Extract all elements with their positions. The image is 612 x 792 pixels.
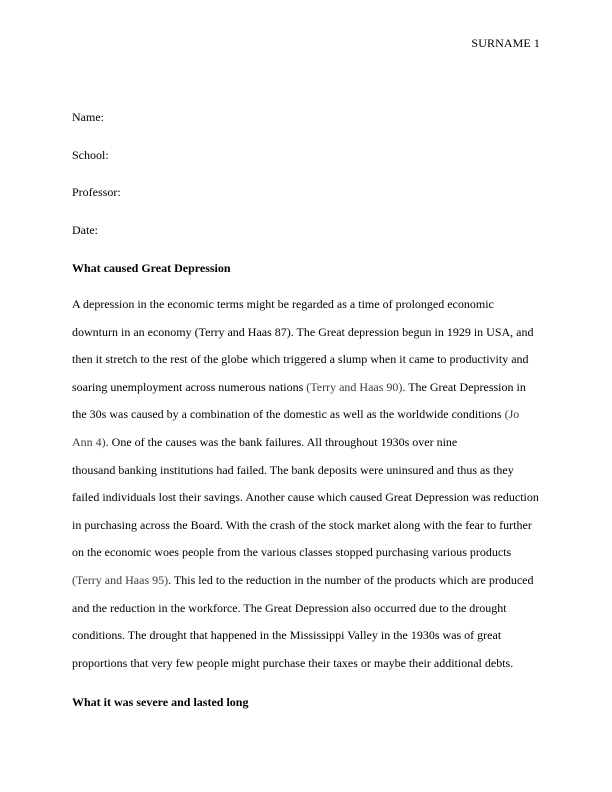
body-line bbox=[72, 656, 513, 670]
date-line: Date: bbox=[72, 223, 98, 237]
body-line bbox=[72, 352, 529, 366]
name-line: Name: bbox=[72, 110, 104, 124]
citation-text: Ann 4) bbox=[72, 435, 106, 449]
body-line bbox=[72, 490, 539, 504]
body-text: in purchasing across the Board. With the crash of the stock market along with the fear to further bbox=[72, 517, 532, 532]
body-line bbox=[72, 628, 501, 642]
citation-text: (Terry and Haas 90) bbox=[306, 379, 403, 394]
body-text: soaring unemployment across numerous nations bbox=[72, 379, 307, 394]
professor-line: Professor: bbox=[72, 185, 121, 199]
body-text: then it stretch to the rest of the globe which triggered a slump when it came to productivity and bbox=[72, 352, 529, 367]
body-line bbox=[72, 380, 526, 394]
body-text: . This led to the reduction in the number of the products which are produced bbox=[168, 573, 534, 587]
citation-text: (Terry and Haas 95) bbox=[72, 573, 169, 587]
citation-text: (Jo bbox=[504, 407, 520, 422]
body-line bbox=[72, 463, 514, 477]
body-line bbox=[72, 518, 532, 532]
body-text: conditions. The drought that happened in the Mississippi Valley in the 1930s was of great bbox=[72, 628, 502, 643]
school-line: School: bbox=[72, 148, 109, 162]
body-line bbox=[72, 297, 494, 311]
body-text: the 30s was caused by a combination of the domestic as well as the worldwide conditions bbox=[72, 407, 505, 422]
body-line bbox=[72, 435, 457, 449]
body-line bbox=[72, 573, 533, 587]
body-text: on the economic woes people from the various classes stopped purchasing various products bbox=[72, 545, 512, 560]
page-header-surname: SURNAME 1 bbox=[471, 36, 540, 50]
body-text: thousand banking institutions had failed. The bank deposits were uninsured and thus as they bbox=[72, 462, 514, 477]
section-heading-causes: What caused Great Depression bbox=[72, 261, 231, 275]
body-line bbox=[72, 545, 511, 559]
body-text: failed individuals lost their savings. Another cause which caused Great Depression was reduction bbox=[72, 490, 539, 505]
body-text: and the reduction in the workforce. The Great Depression also occurred due to the drought bbox=[72, 600, 507, 615]
section-heading-severity: What it was severe and lasted long bbox=[72, 695, 249, 709]
body-text: A depression in the economic terms might be regarded as a time of prolonged economic bbox=[72, 297, 494, 311]
body-text: . The Great Depression in bbox=[402, 379, 526, 394]
body-line bbox=[72, 407, 519, 421]
body-text: downturn in an economy (Terry and Haas 87). The Great depression begun in 1929 in USA, and bbox=[72, 324, 534, 339]
body-text: . One of the causes was the bank failures. All throughout 1930s over nine bbox=[105, 435, 458, 449]
body-line bbox=[72, 325, 534, 339]
body-line bbox=[72, 601, 507, 615]
body-text: proportions that very few people might purchase their taxes or maybe their additional debts. bbox=[72, 655, 514, 670]
